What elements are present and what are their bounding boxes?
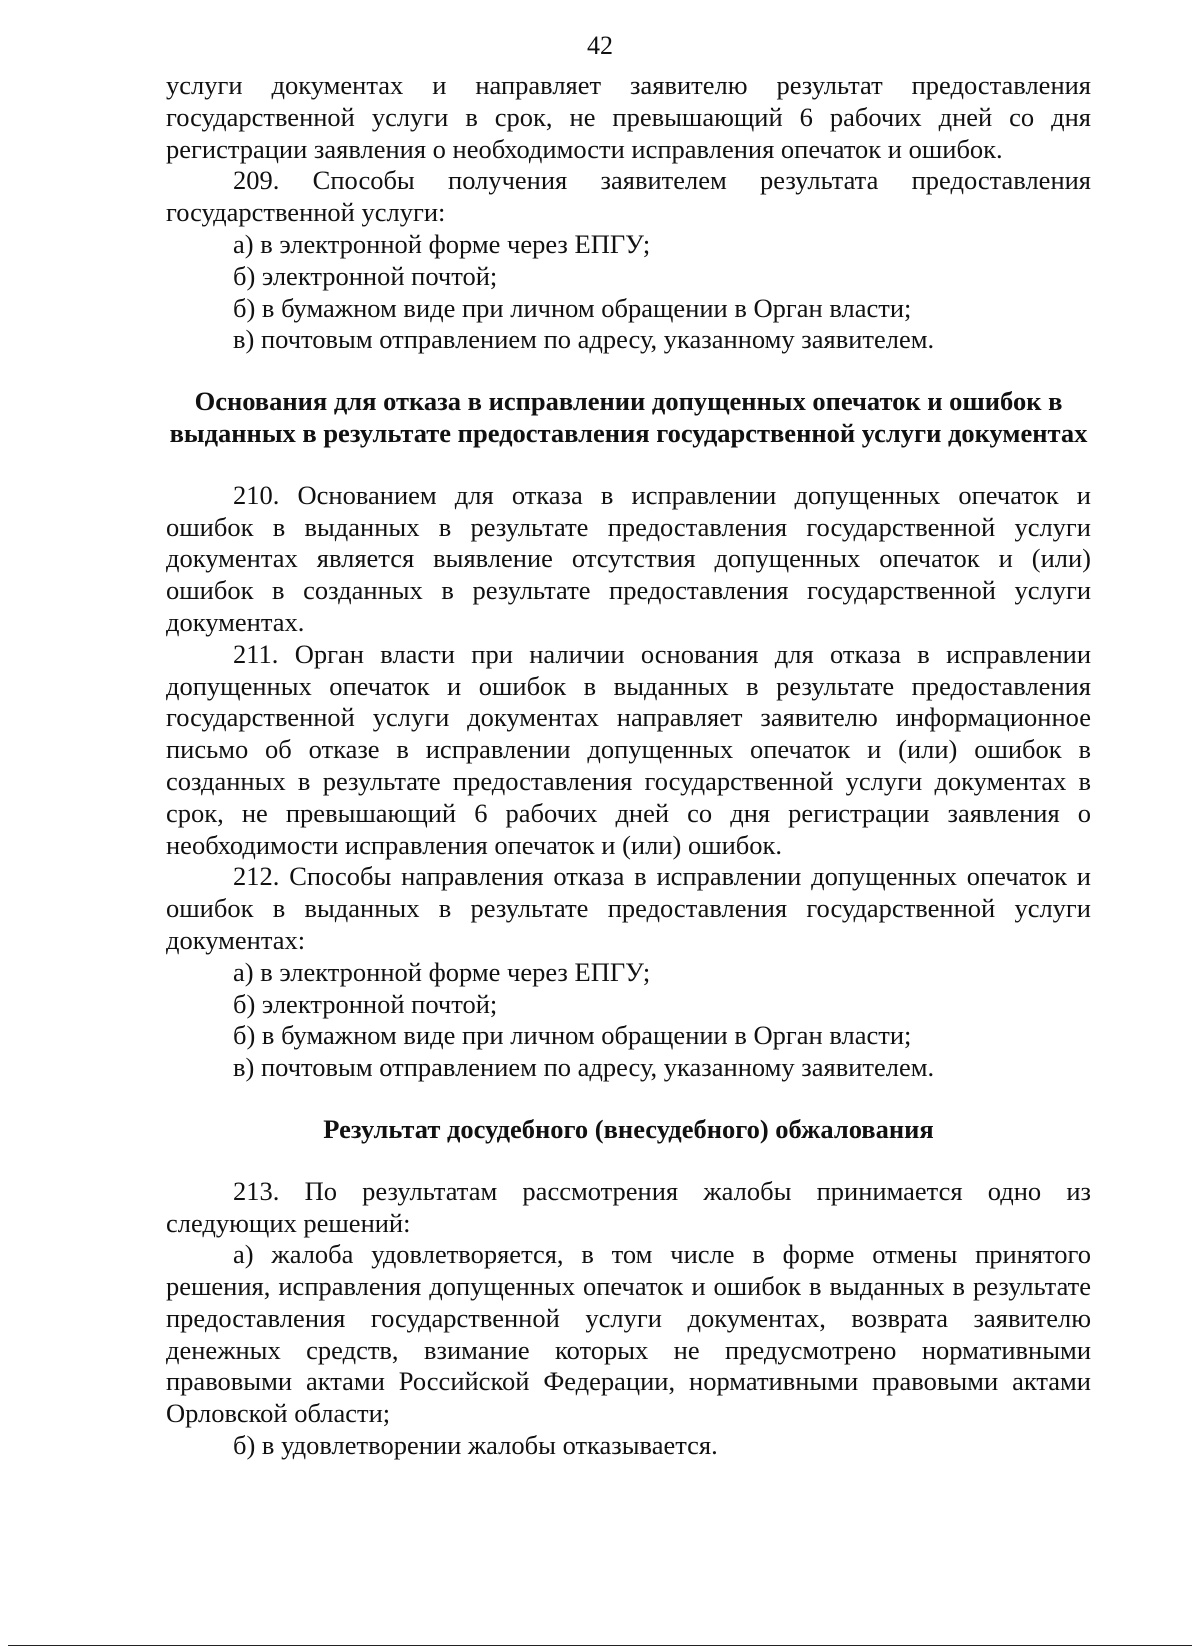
paragraph-212: 212. Способы направления отказа в исправлении допущенных опечаток и ошибок в выданных в результате предоставления государственной услуги документах: <box>166 861 1091 955</box>
page-number: 42 <box>587 31 613 60</box>
paragraph-209: 209. Способы получения заявителем результата предоставления государственной услуги: <box>166 165 1091 228</box>
list-item-209-a: а) в электронной форме через ЕПГУ; <box>233 228 651 259</box>
document-body <box>166 70 1091 1462</box>
paragraph-213-b: б) в удовлетворении жалобы отказывается. <box>233 1430 718 1461</box>
list-item-212-b: б) электронной почтой; <box>233 988 498 1019</box>
page-bottom-divider <box>8 1645 1192 1646</box>
list-item-209-v: в) почтовым отправлением по адресу, указанному заявителем. <box>233 324 935 355</box>
list-item-212-b2: б) в бумажном виде при личном обращении в Орган власти; <box>233 1020 912 1051</box>
paragraph-211: 211. Орган власти при наличии основания для отказа в исправлении допущенных опечаток и ошибок в выданных в результате предоставления государственной услуги документах направляет заявителю информационное письмо об отказе в исправлении допущенных опечаток и (или) ошибок в созданных в результате предоставления государственной услуги документах в срок, не превышающий 6 рабочих дней со дня регистрации заявления о необходимости исправления опечаток и (или) ошибок. <box>166 638 1091 860</box>
paragraph-213-a: а) жалоба удовлетворяется, в том числе в форме отмены принятого решения, исправления допущенных опечаток и ошибок в выданных в результате предоставления государственной услуги документах, возврата заявителю денежных средств, взимание которых не предусмотрено нормативными правовыми актами Российской Федерации, нормативными правовыми актами Орловской области; <box>166 1239 1091 1429</box>
section-heading-refusal-grounds: Основания для отказа в исправлении допущенных опечаток и ошибок в выданных в результате предоставления государственной услуги документах <box>169 386 1088 448</box>
list-item-212-v: в) почтовым отправлением по адресу, указанному заявителем. <box>233 1052 935 1083</box>
paragraph-213: 213. По результатам рассмотрения жалобы принимается одно из следующих решений: <box>166 1175 1091 1238</box>
list-item-212-a: а) в электронной форме через ЕПГУ; <box>233 956 651 987</box>
section-heading-appeal-result: Результат досудебного (внесудебного) обжалования <box>323 1113 934 1144</box>
paragraph-210: 210. Основанием для отказа в исправлении допущенных опечаток и ошибок в выданных в результате предоставления государственной услуги документах является выявление отсутствия допущенных опечаток и (или) ошибок в созданных в результате предоставления государственной услуги документах. <box>166 479 1091 637</box>
list-item-209-b2: б) в бумажном виде при личном обращении в Орган власти; <box>233 292 912 323</box>
list-item-209-b: б) электронной почтой; <box>233 260 498 291</box>
paragraph-continuation: услуги документах и направляет заявителю результат предоставления государственной услуги в срок, не превышающий 6 рабочих дней со дня регистрации заявления о необходимости исправления опечаток и ошибок. <box>166 70 1091 164</box>
